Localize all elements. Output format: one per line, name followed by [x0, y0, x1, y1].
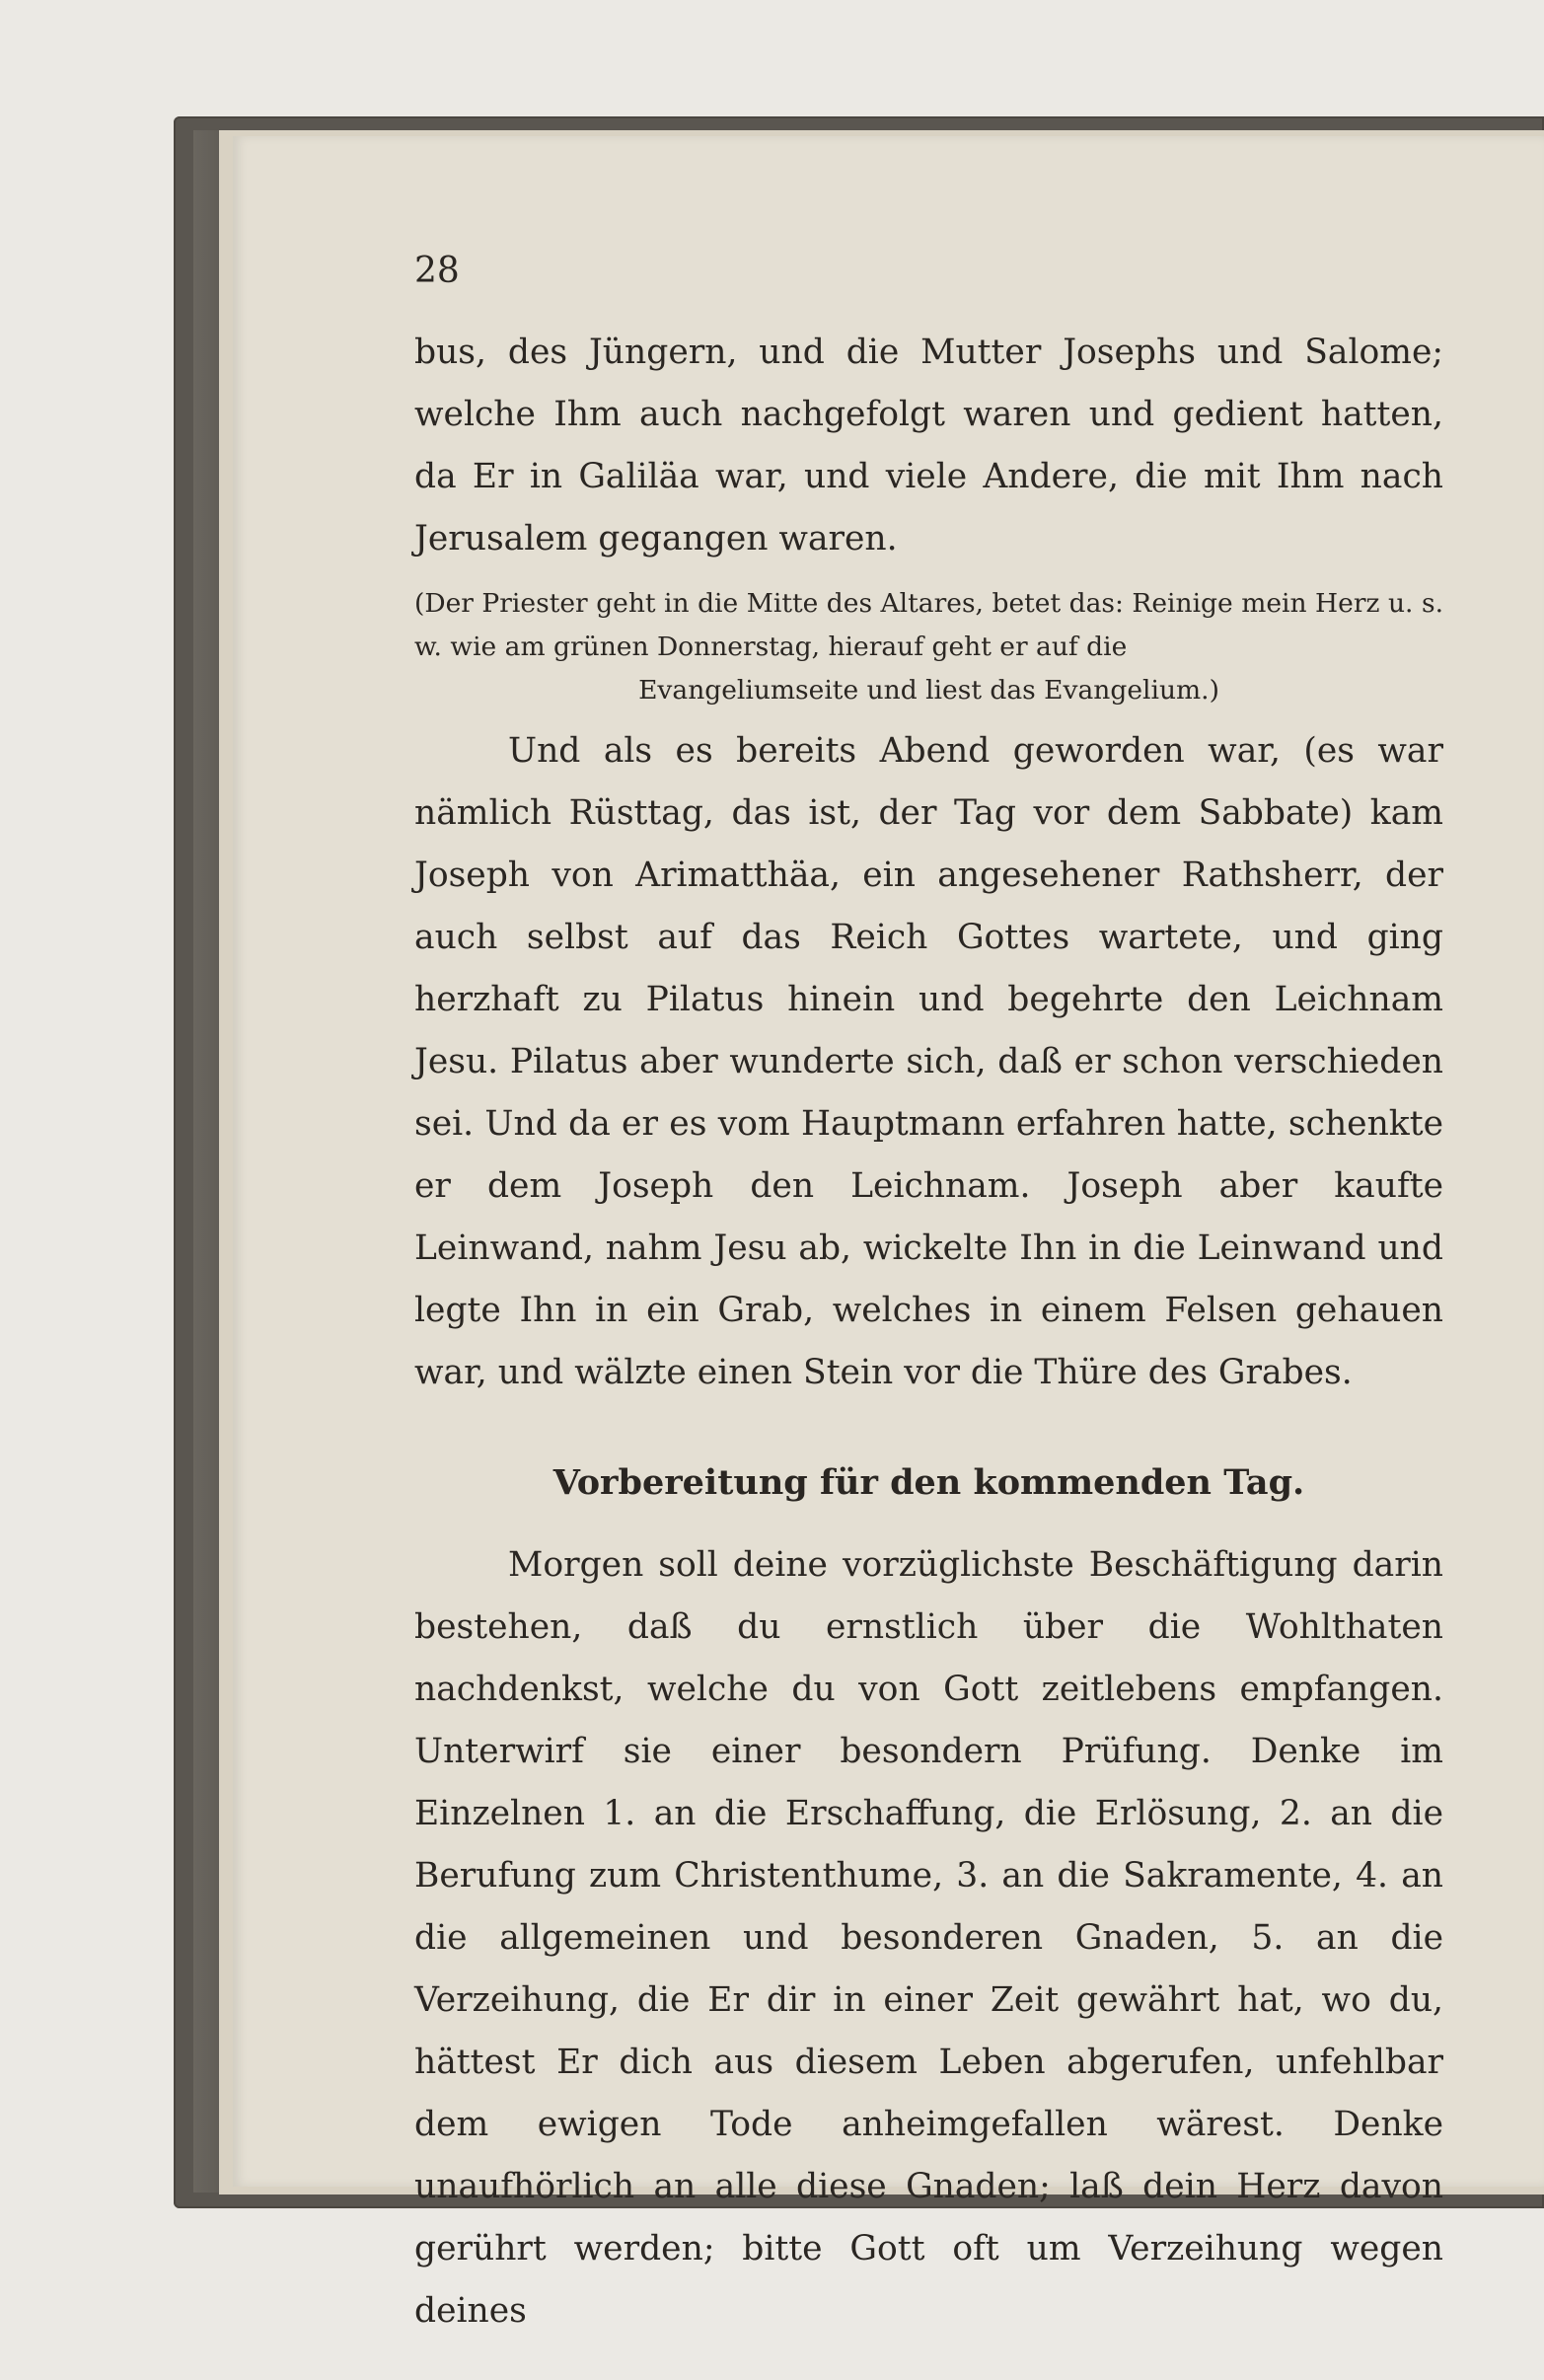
rubric-last-line: Evangeliumseite und liest das Evangelium.) — [638, 675, 1219, 706]
section-heading: Vorbereitung für den kommenden Tag. — [552, 1462, 1305, 1503]
rubric-instruction — [414, 582, 1443, 669]
rubric-main: (Der Priester geht in die Mitte des Altares, betet das: Reinige mein Herz u. s. w. wie am grünen Donnerstag, hierauf geht er auf die — [414, 588, 1443, 662]
paragraph-2: Und als es bereits Abend geworden war, (es war nämlich Rüsttag, das ist, der Tag vor dem Sabbate) kam Joseph von Arimatthäa, ein angesehener Rathsherr, der auch selbst auf das Reich Gottes wartete, und ging herzhaft zu Pilatus hinein und begehrte den Leichnam Jesu. Pilatus aber wunderte sich, daß er schon verschieden sei. Und da er es vom Hauptmann erfahren hatte, schenkte er dem Joseph den Leichnam. Joseph aber kaufte Leinwand, nahm Jesu ab, wickelte Ihn in die Leinwand und legte Ihn in ein Grab, welches in einem Felsen gehauen war, und wälzte einen Stein vor die Thüre des Grabes. — [414, 731, 1443, 1392]
paragraph-3: Morgen soll deine vorzüglichste Beschäftigung darin bestehen, daß du ernstlich über die Wohlthaten nachdenkst, welche du von Gott zeitlebens empfangen. Unterwirf sie einer besondern Prüfung. Denke im Einzelnen 1. an die Erschaffung, die Erlösung, 2. an die Berufung zum Christenthume, 3. an die Sakramente, 4. an die allgemeinen und besonderen Gnaden, 5. an die Verzeihung, die Er dir in einer Zeit gewährt hat, wo du, hättest Er dich aus diesem Leben abgerufen, unfehlbar dem ewigen Tode anheimgefallen wärest. Denke unaufhörlich an alle diese Gnaden; laß dein Herz davon gerührt werden; bitte Gott oft um Verzeihung wegen deines — [414, 1545, 1443, 2331]
paragraph-1: bus, des Jüngern, und die Mutter Josephs und Salome; welche Ihm auch nachgefolgt waren und gedient hatten, da Er in Galiläa war, und viele Andere, die mit Ihm nach Jerusalem gegangen waren. — [414, 333, 1443, 558]
page-number: 28 — [414, 251, 460, 291]
page-text — [414, 322, 1443, 2343]
